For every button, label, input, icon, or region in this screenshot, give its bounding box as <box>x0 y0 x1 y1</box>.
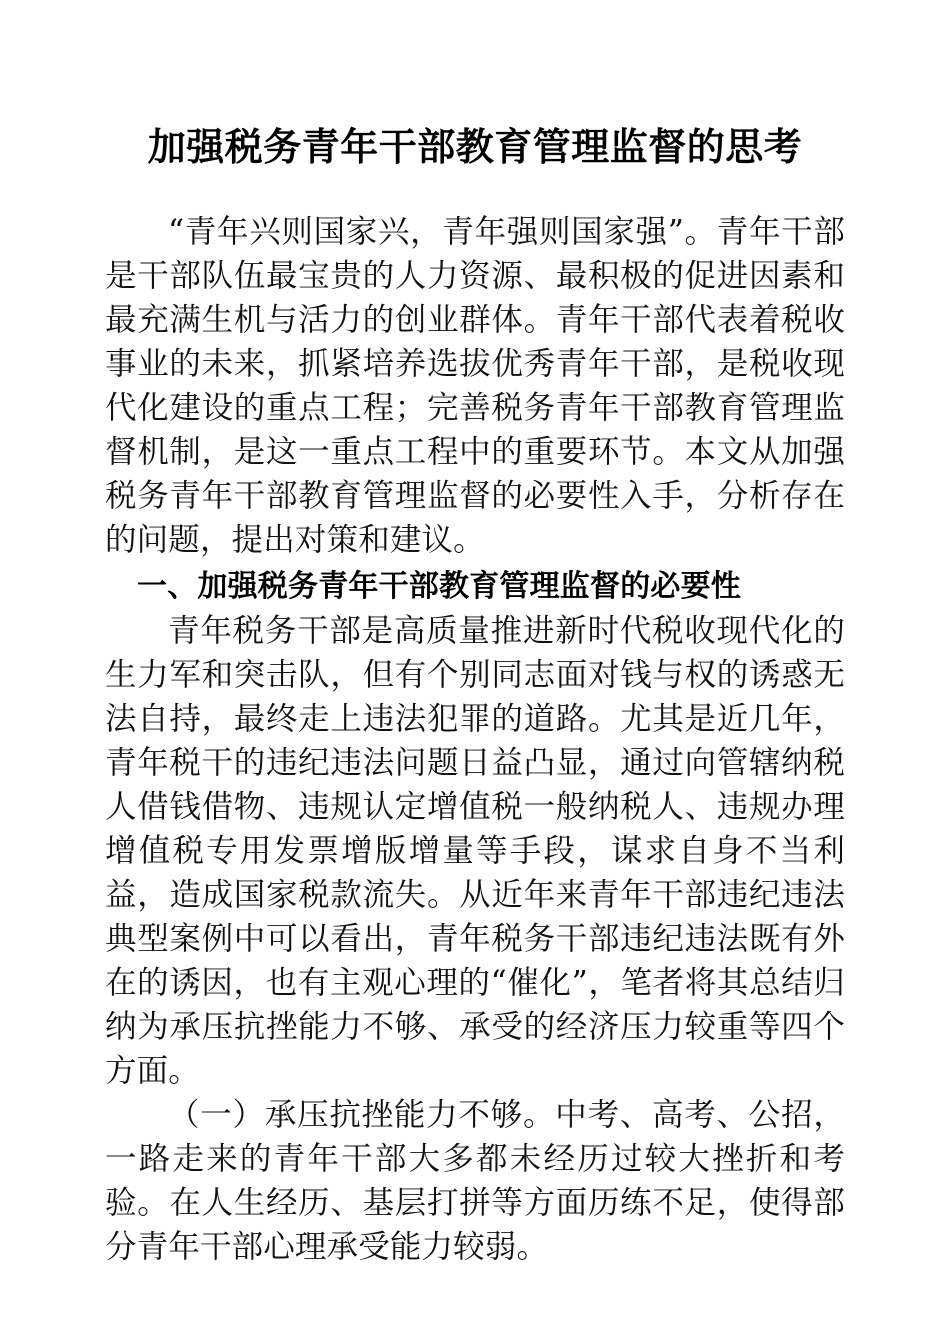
paragraph-intro: “青年兴则国家兴，青年强则国家强”。青年干部是干部队伍最宝贵的人力资源、最积极的促进因素和最充满生机与活力的创业群体。青年干部代表着税收事业的未来，抓紧培养选拔优秀青年干部，是税收现代化建设的重点工程；完善税务青年干部教育管理监督机制，是这一重点工程中的重要环节。本文从加强税务青年干部教育管理监督的必要性入手，分析存在的问题，提出对策和建议。 <box>105 214 845 558</box>
section-heading-1: 一、加强税务青年干部教育管理监督的必要性 <box>137 569 741 604</box>
paragraph-section-1-body: 青年税务干部是高质量推进新时代税收现代化的生力军和突击队，但有个别同志面对钱与权的诱惑无法自持，最终走上违法犯罪的道路。尤其是近几年，青年税干的违纪违法问题日益凸显，通过向管辖纳税人借钱借物、违规认定增值税一般纳税人、违规办理增值税专用发票增版增量等手段，谋求自身不当利益，造成国家税款流失。从近年来青年干部违纪违法典型案例中可以看出，青年税务干部违纪违法既有外在的诱因，也有主观心理的“催化”，笔者将其总结归纳为承压抗挫能力不够、承受的经济压力较重等四个方面。 <box>105 613 845 1089</box>
paragraph-subsection-1-1: （一）承压抗挫能力不够。中考、高考、公招，一路走来的青年干部大多都未经历过较大挫折和考验。在人生经历、基层打拼等方面历练不足，使得部分青年干部心理承受能力较弱。 <box>105 1097 845 1265</box>
document-content <box>105 0 845 1269</box>
page-title: 加强税务青年干部教育管理监督的思考 <box>147 124 803 169</box>
